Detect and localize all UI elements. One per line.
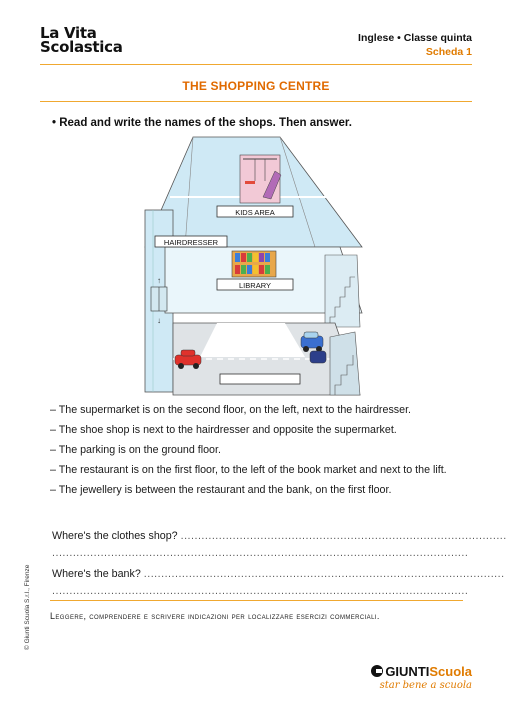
subject-label: Inglese • Classe quinta	[358, 32, 472, 44]
question-2	[52, 568, 505, 580]
answer-line[interactable]: ........................................................................................................	[143, 568, 505, 580]
answer-line-1b[interactable]	[52, 547, 469, 559]
answer-line[interactable]: ..............................................................................................	[180, 530, 507, 542]
logo-line1: La Vita	[40, 24, 97, 42]
header-info	[358, 31, 472, 59]
copyright-note: © Giunti Scuola S.r.l., Firenze	[24, 564, 31, 650]
giunti-logo-icon	[371, 665, 383, 677]
sentence-list	[50, 404, 465, 504]
brand-name-1: GIUNTI	[385, 664, 430, 679]
sentence: – The restaurant is on the first floor, to the left of the book market and next to the lift.	[50, 464, 447, 476]
logo	[40, 26, 123, 54]
answer-line[interactable]: ........................................................................................................................	[52, 585, 469, 597]
logo-line2: Scolastica	[40, 38, 123, 56]
page-title: THE SHOPPING CENTRE	[182, 79, 330, 93]
question-text: Where's the bank?	[52, 568, 141, 580]
bookshelf-icon	[232, 251, 276, 277]
sentence: – The supermarket is on the second floor, on the left, next to the hairdresser.	[50, 404, 412, 416]
instruction: • Read and write the names of the shops. Then answer.	[52, 117, 352, 129]
sentence: – The jewellery is between the restaurant and the bank, on the first floor.	[50, 484, 392, 496]
svg-text:↓: ↓	[157, 316, 161, 325]
learning-objective: Leggere, comprendere e scrivere indicazioni per localizzare esercizi commerciali.	[50, 600, 463, 624]
sheet-label: Scheda 1	[425, 46, 472, 58]
divider	[40, 101, 472, 102]
question-text: Where's the clothes shop?	[52, 530, 178, 542]
question-1	[52, 530, 507, 542]
shopping-centre-illustration	[145, 137, 365, 399]
library-label: LIBRARY	[239, 281, 271, 290]
kids-area-label: KIDS AREA	[235, 208, 275, 217]
svg-text:↑: ↑	[157, 276, 161, 285]
brand-name-2: Scuola	[429, 664, 472, 679]
sentence: – The parking is on the ground floor.	[50, 444, 221, 456]
sentence: – The shoe shop is next to the hairdresser and opposite the supermarket.	[50, 424, 397, 436]
brand-logo	[371, 664, 472, 691]
brand-tagline: star bene a scuola	[379, 680, 472, 691]
hairdresser-label: HAIRDRESSER	[163, 238, 219, 247]
answer-line[interactable]: ........................................................................................................................	[52, 547, 469, 559]
playground-icon	[240, 155, 281, 203]
answer-line-2b[interactable]	[52, 585, 469, 597]
divider	[40, 64, 472, 65]
